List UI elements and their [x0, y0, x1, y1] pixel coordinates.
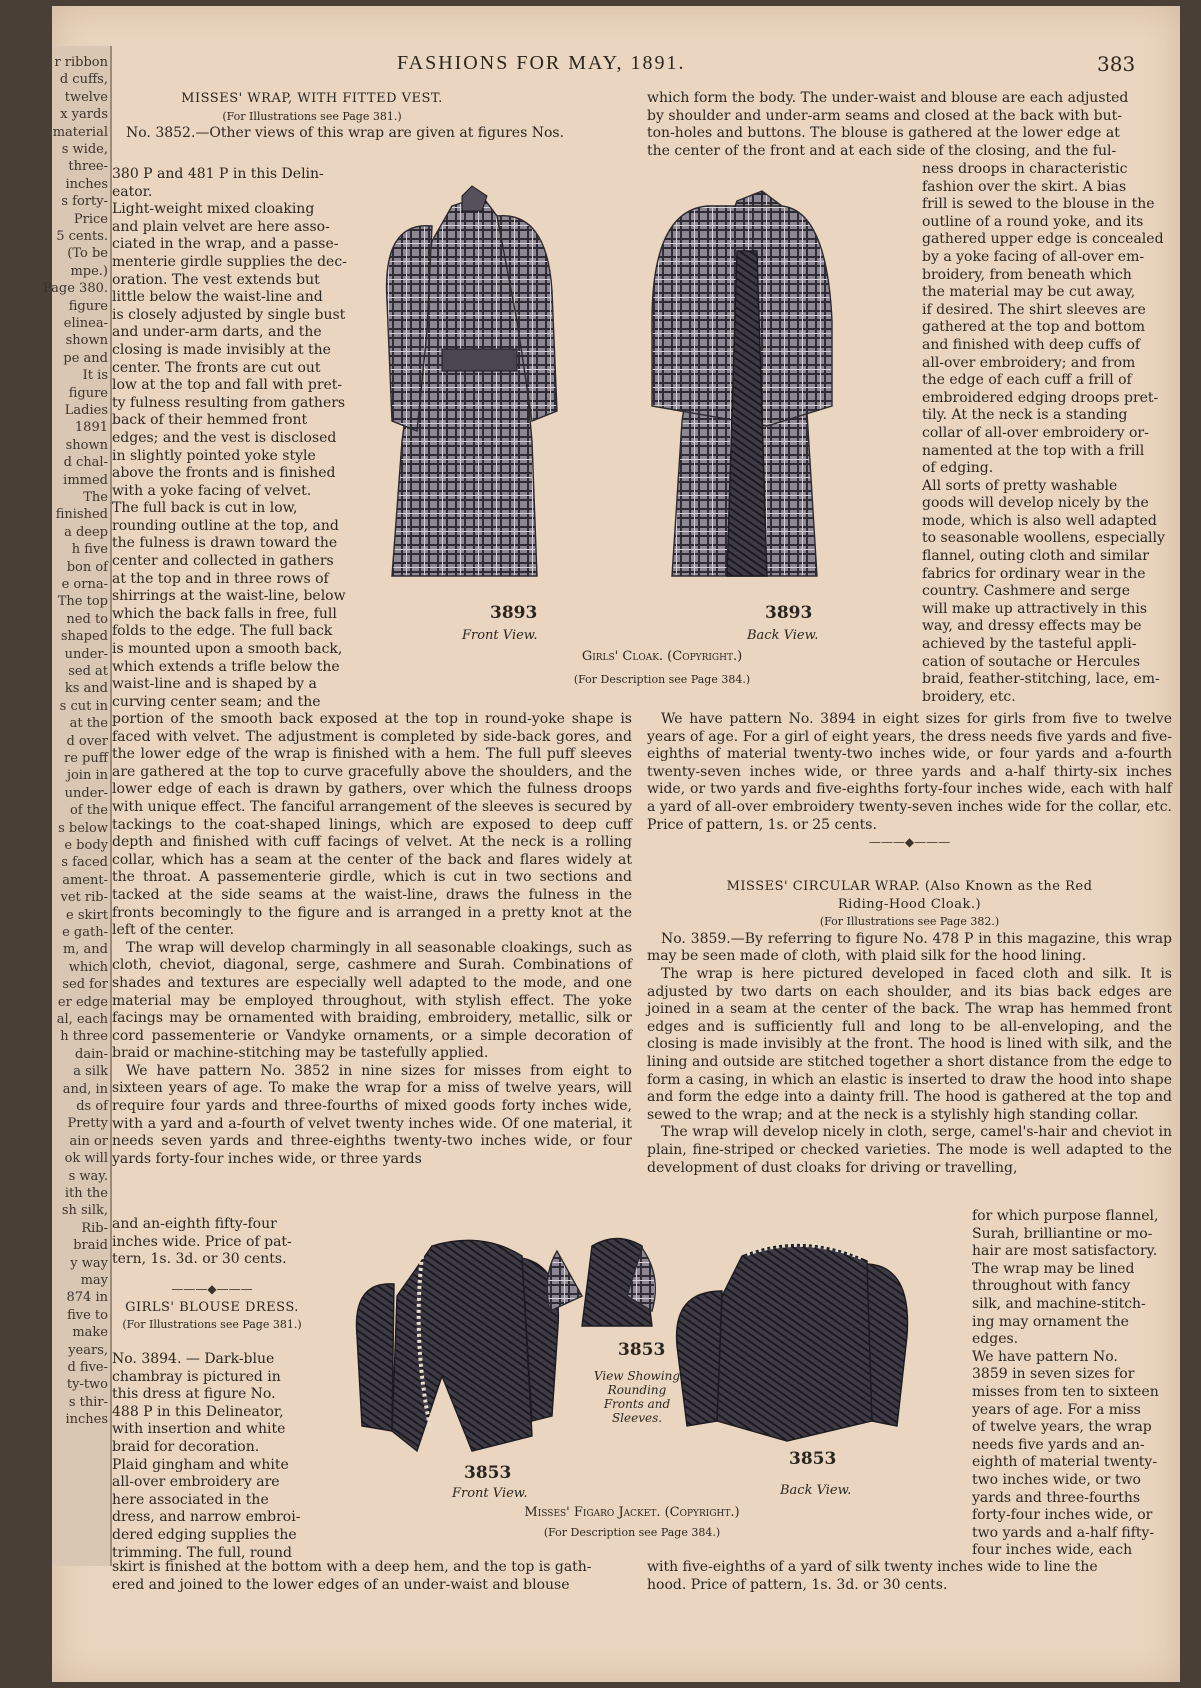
article-circular-line: silk, and machine-stitch- [972, 1295, 1146, 1312]
right-top-line: the center of the front and at each side of the closing, and the ful- [647, 142, 1117, 159]
article-wrap-line: in slightly pointed yoke style [112, 447, 316, 464]
margin-fragment: s way. [68, 1168, 108, 1184]
margin-fragment: x yards [60, 107, 108, 123]
article-wrap-line: ty fulness resulting from gathers [112, 394, 346, 411]
article-circular-line: hair are most satisfactory. [972, 1243, 1158, 1260]
jacket-front-view [356, 1240, 558, 1451]
previous-page-margin [42, 46, 112, 1566]
article-circular-line: Surah, brilliantine or mo- [972, 1225, 1153, 1242]
cloak-back-view [652, 191, 832, 576]
right-narrow-line: tily. At the neck is a standing [922, 407, 1128, 424]
margin-fragment: d over [66, 733, 108, 749]
article-blouse-bottom-line: skirt is finished at the bottom with a deep hem, and the top is gath- [112, 1559, 592, 1575]
margin-fragment: join in [66, 768, 108, 784]
article-wrap-wide-column [112, 711, 632, 1168]
article-circular-line: of twelve years, the wrap [972, 1419, 1152, 1436]
article-wrap-end-line: tern, 1s. 3d. or 30 cents. [112, 1251, 287, 1268]
article-blouse-line: Plaid gingham and white [112, 1456, 289, 1473]
right-narrow-line: broidery, etc. [922, 688, 1016, 705]
margin-fragment: Rib- [81, 1220, 108, 1236]
jacket-center-label-text: View Showing Rounding Fronts and Sleeves. [593, 1369, 681, 1425]
article-circular-line: throughout with fancy [972, 1278, 1131, 1295]
cloak-front-label-text: Front View. [462, 628, 538, 643]
right-narrow-line: all-over embroidery; and from [922, 354, 1136, 371]
right-narrow-line: collar of all-over embroidery or- [922, 424, 1149, 441]
margin-fragment: a silk [73, 1064, 108, 1080]
margin-fragment: al, each [56, 1012, 108, 1027]
margin-fragment: may [80, 1273, 108, 1288]
article-wrap-end-line: and an-eighth fifty-four [112, 1216, 277, 1232]
margin-fragment: h three [60, 1029, 108, 1045]
margin-fragment: d cuffs, [59, 72, 108, 88]
article-wrap-line: center. The fronts are cut out [112, 359, 321, 376]
right-narrow-line: ness droops in characteristic [922, 161, 1128, 177]
margin-fragment: 874 in [66, 1290, 108, 1306]
article-wrap-line: low at the top and fall with pret- [112, 377, 343, 394]
margin-fragment: dain- [75, 1046, 108, 1062]
margin-fragment: ith the [64, 1186, 108, 1201]
article-blouse-line: here associated in the [112, 1491, 269, 1508]
margin-fragment: ain or [69, 1133, 108, 1149]
article-blouse-line: dered edging supplies the [112, 1526, 297, 1543]
article-wrap-body-3: We have pattern No. 3852 in nine sizes for misses from eight to sixteen years of age. To make the wrap for a miss of twelve years, will require four yards and three-fourths of mixed goods forty inches wide, with a yard and a-fourth of velvet twenty inches wide. Of one material, it needs seven yards and three-eighths twenty-two inches wide, or four yards forty-four inches wide, or three yards [112, 1062, 632, 1167]
article-circular-line: two yards and a-half fifty- [972, 1524, 1155, 1541]
article-wrap-line: above the fronts and is finished [112, 465, 336, 482]
margin-fragment: r ribbon [54, 55, 108, 70]
margin-fragment: ament- [62, 872, 108, 888]
right-narrow-line: gathered upper edge is concealed [922, 231, 1164, 248]
margin-fragment: ds of [76, 1099, 108, 1114]
right-narrow-line: achieved by the tasteful appli- [922, 636, 1137, 653]
article-wrap-first-line: No. 3852.—Other views of this wrap are given at figures Nos. [126, 125, 565, 142]
margin-fragment: sed for [62, 977, 108, 993]
article-wrap-line: curving center seam; and the [112, 693, 321, 710]
pattern-3894-text: We have pattern No. 3894 in eight sizes for girls from five to twelve years of age. For a girl of eight years, the dress needs five yards and five-eighths of material twenty-two inches wide, or four yards and a-fourth twenty-seven inches wide, or three yards and a-half thirty-six inches wide, or two yards and five-eighths forty-four inches wide, each with half a yard of all-over embroidery twenty-seven inches wide for the collar, etc. Price of pattern, 1s. or 25 cents. [647, 711, 1172, 833]
margin-fragment: ok will [64, 1151, 108, 1167]
article-wrap-line: and plain velvet are here asso- [112, 218, 330, 235]
jacket-back-number: 3853 [789, 1449, 837, 1469]
right-narrow-line: broidery, from beneath which [922, 266, 1132, 283]
article-wrap-body-1: portion of the smooth back exposed at the top in round-yoke shape is faced with velvet. The adjustment is completed by side-back gores, and the lower edge of the wrap is finished with a hem. The full puff sleeves are gathered at the top to curve gracefully above the shoulders, and the lower edge of each is drawn by gathers, over which the fulness droops with unique effect. The fanciful arrangement of the sleeves is secured by tackings to the coat-shaped linings, which are exposed to deep cuff depth and finished with cuff facings of velvet. At the neck is a rolling collar, which has a seam at the center of the back and flares widely at the throat. A passementerie girdle, which is cut in two sections and tacked at the side seams at the waist-line, draws the fulness in the fronts becomingly to the figure and is arranged in a pretty knot at the left of the center. [112, 711, 632, 939]
margin-fragment: shown [65, 437, 108, 453]
article-circular-line: forty-four inches wide, or [972, 1507, 1153, 1524]
right-narrow-line: goods will develop nicely by the [922, 495, 1149, 512]
right-narrow-line: if desired. The shirt sleeves are [922, 301, 1146, 318]
cloak-front-label [462, 628, 538, 643]
margin-fragment: at the [69, 716, 108, 732]
margin-fragment: elinea- [63, 316, 108, 331]
margin-fragment: h five [71, 542, 108, 558]
right-narrow-line: will make up attractively in this [922, 600, 1147, 617]
margin-fragment: e body [64, 838, 108, 853]
margin-fragment: years, [68, 1342, 108, 1358]
article-wrap-line: 380 P and 481 P in this Delin- [112, 166, 324, 182]
article-wrap-narrow-column [112, 166, 352, 711]
jacket-back-label-text: Back View. [780, 1483, 852, 1498]
article-blouse-line: No. 3894. — Dark-blue [112, 1351, 275, 1367]
margin-fragment: finished [55, 507, 108, 523]
margin-fragment: a deep [64, 524, 108, 540]
right-narrow-line: flannel, outing cloth and similar [922, 548, 1149, 565]
article-wrap-line: which extends a trifle below the [112, 658, 340, 675]
right-narrow-line: to seasonable woollens, especially [922, 530, 1165, 547]
margin-fragment: shaped [60, 629, 108, 645]
cloak-ref: (For Description see Page 384.) [573, 673, 751, 686]
margin-fragment: bon of [66, 559, 108, 575]
margin-fragment: sh silk, [61, 1203, 108, 1219]
article-circular [647, 878, 1172, 1177]
jacket-front-number: 3853 [464, 1463, 512, 1483]
margin-fragment: d chal- [63, 455, 108, 471]
margin-fragment: shown [65, 333, 108, 349]
article-blouse-ref: (For Illustrations see Page 381.) [122, 1318, 302, 1332]
margin-fragment: which [68, 959, 108, 975]
margin-fragment: 5 cents. [56, 229, 108, 244]
article-blouse-line: 488 P in this Delineator, [112, 1403, 284, 1420]
right-narrow-line: gathered at the top and bottom [922, 319, 1146, 336]
jacket-back-view [677, 1245, 908, 1441]
right-top-line: by shoulder and under-arm seams and closed at the back with but- [647, 107, 1122, 124]
margin-fragment: s cut in [59, 698, 108, 714]
margin-fragment: y way [70, 1255, 108, 1271]
margin-fragment: e gath- [62, 925, 108, 940]
article-circular-line: for which purpose flannel, [972, 1208, 1159, 1224]
margin-fragment: 1891 [74, 420, 108, 436]
right-pattern-paragraph [647, 711, 1172, 852]
right-narrow-line: mode, which is also well adapted [922, 512, 1157, 529]
margin-fragment: figure [68, 298, 108, 314]
margin-fragment: The [83, 490, 108, 505]
article-blouse-line: braid for decoration. [112, 1438, 260, 1455]
article-wrap-line: center and collected in gathers [112, 553, 334, 570]
article-wrap-line: and under-arm darts, and the [112, 324, 322, 341]
article-wrap-line: is closely adjusted by single bust [112, 306, 346, 323]
section-divider: ———◆——— [171, 1282, 253, 1296]
right-narrow-line: namented at the top with a frill [922, 442, 1145, 459]
jacket-front-label-text: Front View. [452, 1486, 528, 1501]
article-wrap-line: oration. The vest extends but [112, 271, 320, 288]
right-top-wide [647, 90, 1172, 160]
article-circular-line: ing may ornament the [972, 1313, 1129, 1330]
cloak-back-label [747, 628, 818, 643]
article-wrap-line: ciated in the wrap, and a passe- [112, 236, 339, 253]
right-narrow-line: of edging. [922, 460, 994, 477]
magazine-page [42, 6, 1180, 1682]
margin-fragment: d five- [67, 1360, 108, 1375]
article-wrap-line: is mounted upon a smooth back, [112, 641, 343, 658]
margin-fragment: ks and [64, 681, 108, 697]
article-wrap-line: which the back falls in free, full [112, 605, 337, 622]
margin-fragment: re puff [64, 751, 108, 766]
margin-fragment: s forty- [61, 194, 108, 210]
margin-fragment: s faced [61, 855, 108, 871]
article-blouse-line: with insertion and white [112, 1421, 286, 1438]
right-narrow-line: outline of a round yoke, and its [922, 213, 1144, 230]
article-circular-ref: (For Illustrations see Page 382.) [819, 915, 1000, 929]
right-narrow-column [922, 161, 1174, 706]
margin-fragment: braid [73, 1238, 108, 1254]
margin-fragment: pe and [63, 350, 108, 366]
article-circular-line: 3859 in seven sizes for [972, 1366, 1135, 1383]
article-circular-line: years of age. For a miss [972, 1401, 1141, 1418]
page-header-title: FASHIONS FOR MAY, 1891. [397, 52, 686, 74]
margin-fragment: s below [58, 820, 108, 836]
margin-fragment: e orna- [61, 577, 108, 592]
article-wrap-body-2: The wrap will develop charmingly in all seasonable cloakings, such as cloth, cheviot, diagonal, serge, cashmere and Surah. Combinations of shades and textures are especially well adapted to the mode, and one material may be employed throughout, with stylish effect. The yoke facings may be ornamented with braiding, embroidery, metallic, silk or cord passementerie or Vandyke ornaments, or a simple decoration of braid or machine-stitching may be tastefully applied. [112, 939, 632, 1062]
margin-fragment: ned to [66, 611, 108, 627]
right-narrow-line: fabrics for ordinary wear in the [922, 565, 1146, 582]
margin-fragment: immed [63, 472, 108, 488]
article-circular-body-2: The wrap is here pictured developed in faced cloth and silk. It is adjusted by two darts on each shoulder, and its bias back edges are joined in a seam at the center of the back. The wrap has hemmed front edges and is sufficiently full and long to be all-enveloping, and the closing is made invisibly at the front. The hood is lined with silk, and the lining and outside are stitched together a short distance from the edge to form a casing, in which an elastic is inserted to draw the hood into shape and form the edge into a dainty frill. The hood is gathered at the top and sewed to the wrap; and at the neck is a stylishly high standing collar. [647, 965, 1172, 1123]
jacket-center-view [547, 1239, 655, 1327]
right-narrow-line: frill is sewed to the blouse in the [922, 196, 1155, 213]
article-circular-line: eighth of material twenty- [972, 1454, 1158, 1471]
margin-fragment: and, in [62, 1081, 108, 1097]
article-circular-line: The wrap may be lined [972, 1260, 1135, 1277]
article-circular-body-3: The wrap will develop nicely in cloth, serge, camel's-hair and cheviot in plain, fine-striped or checked varieties. The mode is well adapted to the development of dust cloaks for driving or travelling, [647, 1124, 1172, 1176]
article-wrap-line: waist-line and is shaped by a [112, 676, 317, 693]
margin-fragment: Price [73, 211, 108, 227]
right-narrow-line: fashion over the skirt. A bias [922, 178, 1127, 195]
jacket-caption: Misses' Figaro Jacket. (Copyright.) [524, 1505, 740, 1520]
article-wrap-header [112, 90, 632, 143]
jacket-front-label [452, 1486, 528, 1501]
right-top-line: which form the body. The under-waist and blouse are each adjusted [647, 90, 1129, 106]
right-narrow-line: way, and dressy effects may be [922, 618, 1142, 635]
jacket-back-label [780, 1483, 851, 1498]
margin-fragment: of the [69, 803, 108, 819]
article-blouse-header [112, 1281, 312, 1334]
right-narrow-line: by a yoke facing of all-over em- [922, 248, 1145, 265]
margin-fragment: under- [64, 785, 108, 801]
right-narrow-line: embroidered edging droops pret- [922, 389, 1159, 406]
article-circular-heading-1: MISSES' CIRCULAR WRAP. (Also Known as the Red [726, 879, 1093, 894]
section-divider-2: ———◆——— [868, 835, 951, 850]
article-wrap-line: folds to the edge. The full back [112, 623, 333, 640]
margin-fragment: Pretty [67, 1116, 108, 1132]
margin-fragment: under- [64, 646, 108, 662]
right-narrow-line: country. Cashmere and serge [922, 583, 1131, 600]
margin-fragment: twelve [64, 89, 108, 105]
article-wrap-line: back of their hemmed front [112, 412, 308, 429]
right-narrow-line: and finished with deep cuffs of [922, 336, 1141, 353]
right-top-line: ton-holes and buttons. The blouse is gathered at the lower edge at [647, 125, 1120, 142]
article-wrap-line: the fulness is drawn toward the [112, 535, 338, 552]
article-circular-narrow [972, 1208, 1174, 1560]
article-blouse-column [112, 1351, 312, 1562]
margin-fragment: (To be [67, 246, 108, 262]
article-circular-heading-2: Riding-Hood Cloak.) [837, 896, 982, 912]
article-wrap-line: menterie girdle supplies the dec- [112, 253, 347, 270]
article-blouse-line: all-over embroidery are [112, 1474, 280, 1491]
margin-fragment: Page 380. [42, 281, 108, 297]
article-wrap-line: edges; and the vest is disclosed [112, 429, 337, 446]
article-circular-line: edges. [972, 1331, 1019, 1348]
cloak-back-label-text: Back View. [747, 628, 819, 643]
article-wrap-line: The full back is cut in low, [112, 500, 298, 517]
article-wrap-line: closing is made invisibly at the [112, 341, 331, 358]
article-blouse-bottom-line: ered and joined to the lower edges of an under-waist and blouse [112, 1576, 570, 1593]
jacket-center-number: 3853 [618, 1340, 666, 1360]
article-circular-line: two inches wide, or two [972, 1471, 1141, 1488]
margin-fragment: Ladies [64, 403, 108, 418]
page-number: 383 [1097, 52, 1136, 76]
margin-fragment: inches [65, 1412, 108, 1428]
right-narrow-line: cation of soutache or Hercules [922, 653, 1141, 670]
article-circular-line: four inches wide, each [972, 1542, 1133, 1559]
right-narrow-line: All sorts of pretty washable [922, 477, 1118, 494]
article-blouse-bottom [112, 1559, 632, 1594]
margin-fragment: vet rib- [60, 890, 108, 906]
margin-fragment: five to [67, 1307, 108, 1323]
margin-fragment: sed at [68, 664, 108, 679]
right-narrow-line: braid, feather-stitching, lace, em- [922, 671, 1160, 688]
margin-fragment: inches [65, 176, 108, 192]
article-wrap-line: eator. [112, 183, 153, 200]
article-circular-line: yards and three-fourths [972, 1489, 1141, 1506]
article-wrap-end [112, 1216, 302, 1269]
article-wrap-end-line: inches wide. Price of pat- [112, 1233, 292, 1250]
article-circular-line: needs five yards and an- [972, 1436, 1145, 1453]
cloak-front-number: 3893 [490, 603, 538, 623]
article-circular-bottom-line: hood. Price of pattern, 1s. 3d. or 30 cents. [647, 1576, 948, 1593]
article-circular-line: misses from ten to sixteen [972, 1383, 1159, 1400]
margin-fragment: The top [57, 594, 108, 610]
margin-fragment: s thir- [68, 1394, 108, 1410]
margin-fragment: figure [68, 385, 108, 401]
jacket-center-label [587, 1369, 687, 1425]
margin-fragment: s wide, [61, 142, 108, 157]
article-blouse-line: dress, and narrow embroi- [112, 1509, 301, 1526]
article-wrap-line: at the top and in three rows of [112, 570, 329, 587]
article-wrap-line: with a yoke facing of velvet. [112, 482, 312, 499]
article-wrap-line: Light-weight mixed cloaking [112, 201, 315, 218]
margin-fragment: m, and [62, 942, 108, 958]
cloak-back-number: 3893 [765, 603, 813, 623]
margin-fragment: ty-two [66, 1377, 108, 1393]
article-wrap-line: shirrings at the waist-line, below [112, 588, 346, 605]
article-circular-body-1: No. 3859.—By referring to figure No. 478 P in this magazine, this wrap may be seen made of cloth, with plaid silk for the hood lining. [647, 930, 1172, 965]
article-blouse-heading: GIRLS' BLOUSE DRESS. [125, 1299, 299, 1315]
article-wrap-line: little below the waist-line and [112, 289, 323, 306]
margin-fragment: e skirt [66, 907, 108, 923]
cloak-front-view [387, 186, 557, 576]
article-blouse-line: chambray is pictured in [112, 1368, 281, 1385]
article-blouse-line: trimming. The full, round [112, 1544, 292, 1561]
article-wrap-ref: (For Illustrations see Page 381.) [222, 109, 402, 123]
right-narrow-line: the edge of each cuff a frill of [922, 372, 1132, 389]
cloak-caption: Girls' Cloak. (Copyright.) [581, 649, 743, 664]
article-circular-bottom [647, 1559, 1172, 1594]
margin-fragment: make [72, 1325, 108, 1341]
article-circular-line: We have pattern No. [972, 1348, 1118, 1365]
right-narrow-line: the material may be cut away, [922, 284, 1136, 301]
article-wrap-heading: MISSES' WRAP, WITH FITTED VEST. [181, 91, 443, 106]
margin-fragment: material [52, 124, 108, 140]
article-blouse-line: this dress at figure No. [112, 1386, 276, 1403]
girls-cloak-illustration [362, 181, 922, 601]
margin-fragment: three- [68, 159, 108, 175]
article-circular-bottom-line: with five-eighths of a yard of silk twenty inches wide to line the [647, 1559, 1098, 1575]
margin-fragment: er edge [57, 994, 108, 1010]
margin-fragment: It is [82, 368, 108, 384]
jacket-ref: (For Description see Page 384.) [543, 1526, 721, 1539]
margin-fragment: mpe.) [70, 263, 108, 279]
article-wrap-line: rounding outline at the top, and [112, 517, 339, 534]
